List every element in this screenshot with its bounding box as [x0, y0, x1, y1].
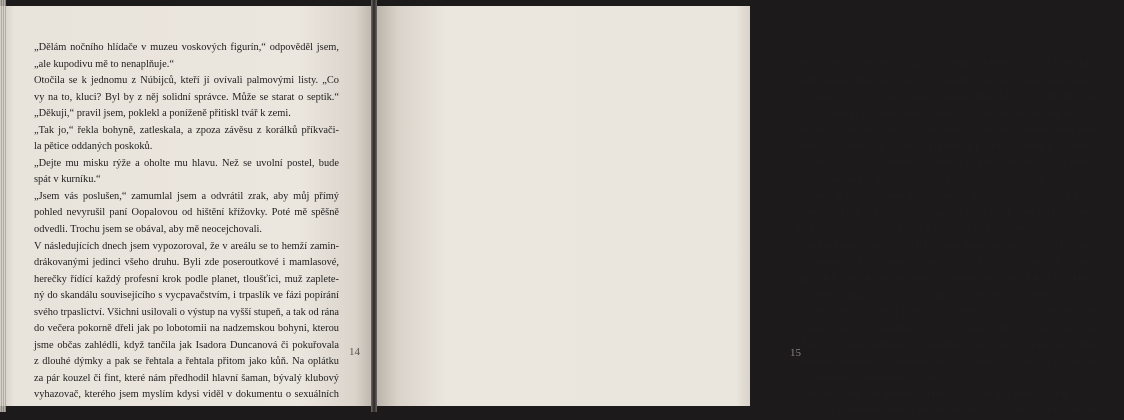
- text-line: [796, 139, 1096, 156]
- line-text: „Dělám nočního hlídače v muzeu voskových figurín,“ odpověděl jsem,: [34, 42, 339, 53]
- text-line: [34, 354, 339, 371]
- line-text: máznout jednoho z méně angažovaných guruů, jehož bratr vedl fluky: [796, 190, 1096, 202]
- page-number-left: 14: [349, 346, 360, 358]
- line-text: „Děkuji,“ pravil jsem, poklekl a poníženě přitiskl tvář k zemi.: [34, 108, 291, 120]
- text-line: [34, 305, 339, 322]
- left-page-text: [34, 40, 339, 404]
- text-line: [796, 288, 1096, 305]
- line-text: bufet, a dala se získat občasná bageta s tuňákem. Kázeň byla uvolněná: [796, 206, 1096, 218]
- line-text: pohled nevyrušil paní Oopalovou od hištění křížovky. Poté mě spěšně: [34, 207, 339, 219]
- line-text: z dlouhé dýmky a pak se řehtala a řehtala přitom jako kůň. Na oplátku: [34, 356, 339, 368]
- text-line: [796, 73, 1096, 90]
- line-text: „ale kupodivu mě to nenaplňuje.“: [34, 58, 174, 70]
- line-text: nou, „ale natrénoval jsem si tenhle mistrovský kousek.“ Načež jsem se: [796, 405, 1096, 417]
- text-line: [34, 338, 339, 355]
- left-page: [0, 6, 372, 406]
- line-text: „Tak jo,“ řekla bohyně, zatleskala, a zpoza závěsu z korálků příkvači-: [34, 124, 339, 136]
- line-text: vy na to, kluci? Byl by z něj solidní správce. Může se starat o septik.“: [34, 91, 339, 103]
- line-text: senilním pacientům, „odhmotnil ses a translokoval, nebo ti z límečku: [796, 355, 1096, 367]
- line-text: do večera pokorně dřeli jak po lobotomii na nadzemskou bohyni, kterou: [34, 323, 339, 335]
- line-text: „Dejte mu misku rýže a oholte mu hlavu. Než se uvolní postel, bude: [34, 157, 339, 169]
- line-text: a od každého se očekávala svědomitost, ačkoli porušení životosprávy či: [796, 223, 1096, 235]
- line-text: spát v kurníku.“: [34, 174, 101, 186]
- line-text: odvedli. Trochu jsem se obával, aby mě neocejchovali.: [34, 224, 262, 236]
- text-line: [34, 156, 339, 173]
- line-text: jsme občas zahlédli, když tančila jak Isadora Duncanová či pokuřovala: [34, 339, 339, 351]
- text-line: [796, 155, 1096, 172]
- line-text: Nejprve bylo trochu obtížné zvyknout si na jídelníček, sestávající přede-: [796, 157, 1096, 169]
- line-text: V následujících dnech jsem vypozoroval, že v areálu se to hemží zamin-: [34, 240, 339, 252]
- text-line: [796, 271, 1096, 288]
- right-page-text: [796, 56, 1096, 420]
- text-line: [34, 222, 339, 239]
- line-text: za pár kouzel či fint, které nám předhodil hlavní šaman, bývalý klubový: [34, 372, 339, 384]
- text-line: [34, 106, 339, 123]
- line-text: ný do skandálu souvisejícího s vycpavačstvím, i trpaslík ve fázi popírání: [34, 290, 339, 302]
- line-text: drátem, vymázl z tvého jednoho a chytil poslední letadlo na Upper West Side.: [796, 322, 1096, 334]
- text-line: [34, 189, 339, 206]
- line-text: la pětice oddaných poskoků.: [34, 141, 153, 153]
- line-text: visí ubrousek Continental Airlines?“: [796, 372, 948, 384]
- line-text: drákovanými jedinci všeho druhu. Byli zde poseroutkové i mamlasové,: [34, 257, 339, 269]
- text-line: [34, 172, 339, 189]
- page-edges: [0, 0, 6, 412]
- line-text: vyhazovač, kterého jsem myslím kdysi viděl v dokumentu o sexuálních: [34, 389, 339, 401]
- line-text: delikventech, se od věrných zájemců čekalo, že budou dvanáct až šestnáct: [796, 58, 1096, 69]
- text-line: [796, 172, 1096, 189]
- line-text: obaly od karobových tyčinek a cigaretové papírky rozeseté po scenérii.: [796, 140, 1096, 152]
- text-line: [796, 321, 1096, 338]
- text-line: [34, 321, 339, 338]
- line-text: a vyrábět různé zboží na prodej, například hrací karty s nahotinami, vo-: [796, 91, 1096, 103]
- line-text: vším ze semínek vojtěšky, sezamové pasty a iontové vody, ale stačilo pod-: [796, 173, 1096, 185]
- text-line: [34, 387, 339, 404]
- right-page: [376, 6, 1096, 417]
- line-text: „Jsem vás poslušen,“ zamumlal jsem a odvrátil zrak, aby můj přímý: [34, 190, 339, 202]
- line-text: hodin denně pilně sklízet ovoce a zeleninu, konzumovanou personálem,: [796, 74, 1096, 86]
- text-line: [796, 387, 1096, 404]
- line-text: zabalit. Vleže na zádech jsem se uprostřed noci proplížil pod ostnatým: [796, 306, 1096, 318]
- text-line: [796, 238, 1096, 255]
- text-line: [34, 73, 339, 90]
- line-text: svého trpaslictví. Všichni usilovali o výstup na vyšší stupeň, a tak od rána: [34, 306, 339, 318]
- text-line: [34, 239, 339, 256]
- text-line: [34, 272, 339, 289]
- text-line: [34, 123, 339, 140]
- text-line: [796, 205, 1096, 222]
- page-number-right: 15: [790, 347, 801, 359]
- text-line: [796, 337, 1096, 354]
- text-line: [34, 40, 339, 57]
- text-line: [796, 221, 1096, 238]
- text-line: [796, 106, 1096, 123]
- text-line: [34, 205, 339, 222]
- text-line: [796, 255, 1096, 272]
- text-line: [34, 139, 339, 156]
- line-text: ega, a když se nakonec rozhodlo, že se mám milovat s karmickou kněž-: [796, 273, 1096, 285]
- text-line: [796, 403, 1096, 420]
- text-line: [34, 371, 339, 388]
- text-line: [796, 188, 1096, 205]
- text-line: [796, 56, 1096, 73]
- line-text: zanedbání práce mohlo vést k bičování nebo připojení ke kabelům pol-: [796, 240, 1096, 252]
- line-text: ního telefonu. Toto ustavičné ponižování bylo součástí rituálů k očištění: [796, 256, 1096, 268]
- text-line: [796, 89, 1096, 106]
- text-line: [796, 354, 1096, 371]
- line-text: Otočila se k jednomu z Núbijců, kteří jí ovívali palmovými listy. „Co: [34, 75, 339, 87]
- line-text: bu kanalizace a jako správce jsem také napichoval a odklízel pohozené: [796, 124, 1096, 136]
- text-line: [796, 122, 1096, 139]
- line-text: ňavé stromečky do automobilů a pivní tácky. Já jsem zodpovídal za údrž-: [796, 107, 1096, 119]
- book-spine: [371, 0, 377, 412]
- text-line: [796, 304, 1096, 321]
- text-line: [34, 288, 339, 305]
- line-text: kou, která vypadá jako by z oka vypadla E.T., řekl jsem si, že je nejvyšší čas to: [796, 289, 1096, 301]
- line-text: „Tak co,“ řekla manželka s tolerantní přívětivostí, určenou nezvratně: [796, 339, 1096, 351]
- text-line: [34, 255, 339, 272]
- text-line: [34, 57, 339, 74]
- text-line: [796, 370, 1096, 387]
- line-text: herečky řídící každý profesní krok podle planet, tloušťici, muž zaplete-: [34, 273, 339, 285]
- line-text: „Všechno jsem tam nestihl,“ odpálkoval jsem ji a zuřil nad tou poha-: [796, 388, 1096, 400]
- text-line: [34, 90, 339, 107]
